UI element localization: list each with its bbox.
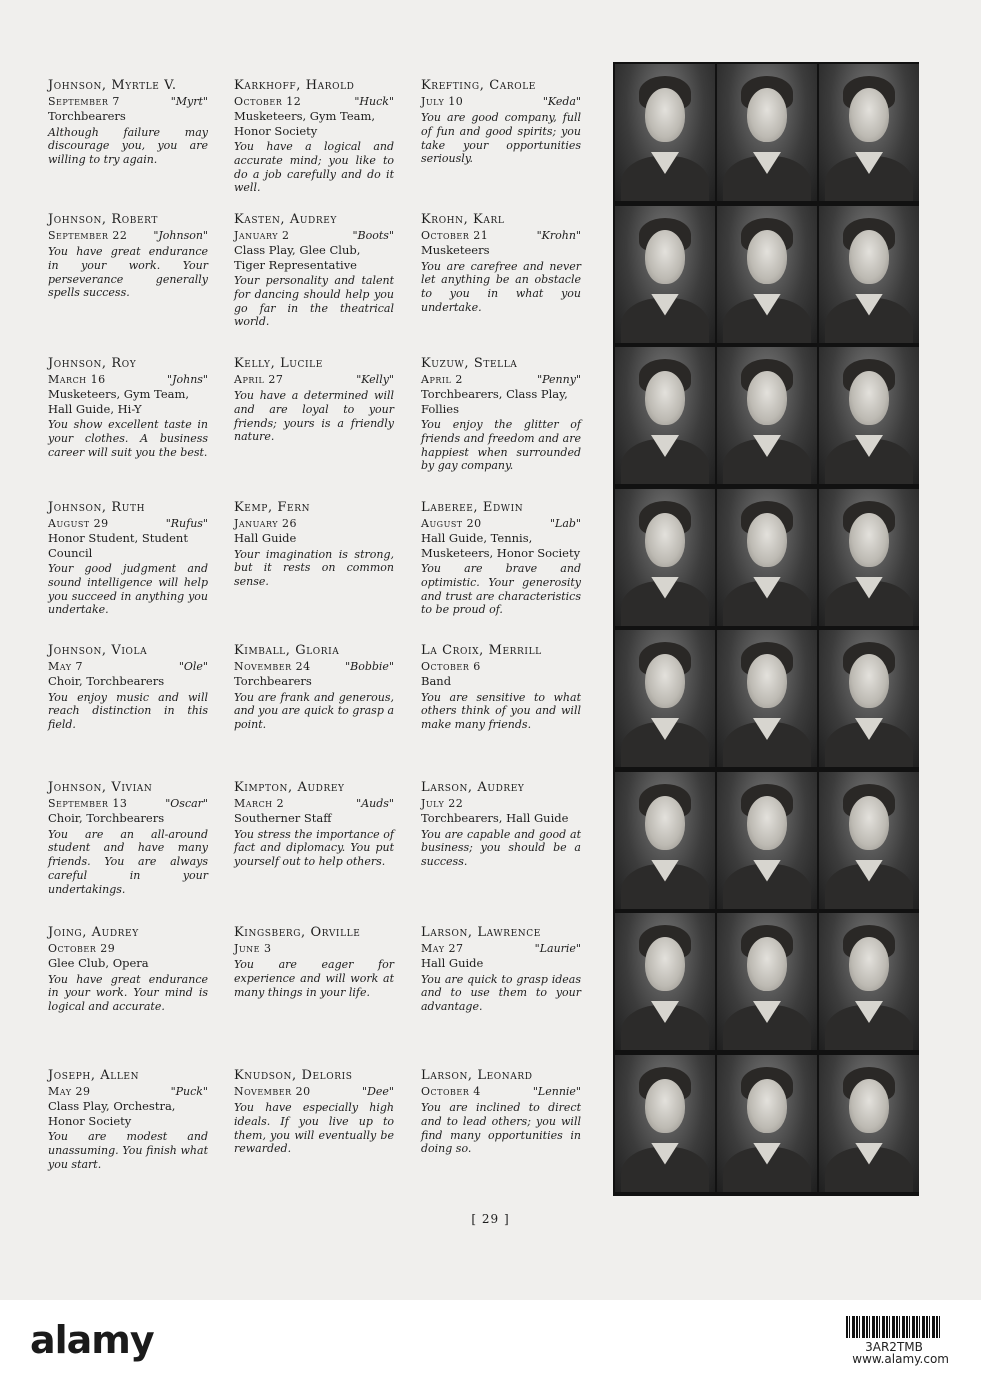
date-nickname-row	[421, 373, 581, 387]
student-entry	[234, 780, 394, 869]
student-entry	[421, 1068, 581, 1156]
description: You are carefree and never let anything be an obstacle to you in what you undertake.	[421, 259, 581, 314]
nickname: "Puck"	[170, 1085, 208, 1098]
nickname: "Johns"	[167, 373, 208, 386]
birth-date: October 29	[48, 942, 116, 955]
description: Although failure may discourage you, you are willing to try again.	[48, 125, 208, 167]
description: You have great endurance in your work. Your perseverance generally spells success.	[48, 245, 208, 300]
barcode-icon	[846, 1316, 942, 1338]
image-id: 3AR2TMB	[865, 1340, 923, 1354]
nickname: "Krohn"	[536, 229, 581, 242]
nickname: "Kelly"	[356, 373, 394, 386]
activities: Musketeers, Gym Team, Hall Guide, Hi-Y	[48, 387, 190, 416]
birth-date: January 26	[234, 517, 298, 530]
birth-date: October 4	[421, 1085, 481, 1098]
student-portrait	[819, 489, 919, 626]
student-portrait	[819, 1055, 919, 1192]
activities: Choir, Torchbearers	[48, 674, 165, 688]
nickname: "Auds"	[356, 797, 394, 810]
student-portrait	[819, 772, 919, 909]
birth-date: July 22	[421, 797, 464, 810]
activities: Honor Student, Student Council	[48, 531, 188, 560]
student-name: Johnson, Vivian	[48, 780, 153, 795]
student-entry	[421, 500, 581, 617]
description: You have a logical and accurate mind; you like to do a job carefully and do it well.	[234, 140, 394, 195]
nickname: "Lab"	[549, 517, 581, 530]
birth-date: May 29	[48, 1085, 91, 1098]
student-portrait	[615, 630, 715, 767]
description: You have a determined will and are loyal to your friends; yours is a friendly nature.	[234, 389, 394, 444]
student-portrait	[819, 206, 919, 343]
description: You are sensitive to what others think of you and will make many friends.	[421, 690, 581, 732]
student-entry	[421, 780, 581, 869]
description: You show excellent taste in your clothes. A business career will suit you the best.	[48, 418, 208, 459]
student-portrait	[819, 64, 919, 201]
student-name: Johnson, Robert	[48, 212, 158, 227]
date-nickname-row	[234, 660, 394, 674]
nickname: "Penny"	[537, 373, 581, 386]
birth-date: July 10	[421, 95, 464, 108]
nickname: "Oscar"	[165, 797, 208, 810]
date-nickname-row	[48, 797, 208, 811]
student-entry	[421, 78, 581, 166]
student-name: Krefting, Carole	[421, 78, 536, 93]
birth-date: March 16	[48, 373, 106, 386]
birth-date: November 24	[234, 660, 311, 673]
student-name: Kingsberg, Orville	[234, 925, 361, 940]
student-name: Kemp, Fern	[234, 500, 311, 515]
student-entry	[421, 925, 581, 1014]
student-portrait	[717, 489, 817, 626]
student-entry	[234, 500, 394, 589]
date-nickname-row	[234, 517, 394, 531]
student-portrait	[819, 630, 919, 767]
alamy-logo: alamy	[30, 1318, 154, 1362]
student-portrait	[819, 913, 919, 1050]
description: You enjoy the glitter of friends and freedom and are happiest when surrounded by gay company.	[421, 418, 581, 473]
birth-date: May 7	[48, 660, 83, 673]
student-entry	[48, 500, 208, 617]
student-entry	[421, 356, 581, 473]
student-entry	[421, 212, 581, 315]
description: Your personality and talent for dancing should help you go far in the theatrical world.	[234, 274, 394, 329]
description: You are capable and good at business; you should be a success.	[421, 827, 581, 869]
watermark-url: www.alamy.com	[852, 1352, 949, 1366]
activities: Southerner Staff	[234, 811, 332, 825]
student-name: Johnson, Ruth	[48, 500, 146, 515]
nickname: "Keda"	[542, 95, 581, 108]
birth-date: August 29	[48, 517, 109, 530]
activities: Hall Guide	[421, 956, 484, 970]
activities: Choir, Torchbearers	[48, 811, 165, 825]
student-name: Johnson, Myrtle V.	[48, 78, 177, 93]
student-portrait	[717, 347, 817, 484]
birth-date: June 3	[234, 942, 272, 955]
student-entry	[234, 356, 394, 444]
student-name: Karkhoff, Harold	[234, 78, 355, 93]
student-portrait	[615, 206, 715, 343]
birth-date: May 27	[421, 942, 464, 955]
activities: Torchbearers, Class Play, Follies	[421, 387, 568, 416]
student-entry	[48, 78, 208, 167]
photo-grid	[613, 62, 919, 1196]
nickname: "Rufus"	[165, 517, 208, 530]
student-portrait	[717, 1055, 817, 1192]
student-entry	[48, 1068, 208, 1171]
activities: Band	[421, 674, 452, 688]
description: You are eager for experience and will work at many things in your life.	[234, 958, 394, 999]
student-portrait	[615, 489, 715, 626]
date-nickname-row	[421, 95, 581, 109]
description: You stress the importance of fact and diplomacy. You put yourself out to help others.	[234, 827, 394, 869]
birth-date: September 7	[48, 95, 120, 108]
description: You are inclined to direct and to lead others; you will find many opportunities in doing so.	[421, 1101, 581, 1156]
date-nickname-row	[421, 942, 581, 956]
student-entry	[48, 643, 208, 732]
birth-date: October 21	[421, 229, 489, 242]
student-name: La Croix, Merrill	[421, 643, 542, 658]
student-portrait	[615, 347, 715, 484]
description: You have especially high ideals. If you live up to them, you will eventually be rewarded.	[234, 1101, 394, 1156]
student-name: Larson, Audrey	[421, 780, 525, 795]
birth-date: April 2	[421, 373, 463, 386]
student-portrait	[717, 64, 817, 201]
nickname: "Lennie"	[532, 1085, 581, 1098]
date-nickname-row	[234, 229, 394, 243]
activities: Musketeers, Gym Team, Honor Society	[234, 109, 376, 138]
student-entry	[48, 780, 208, 896]
birth-date: March 2	[234, 797, 285, 810]
date-nickname-row	[421, 229, 581, 243]
nickname: "Johnson"	[153, 229, 208, 242]
nickname: "Ole"	[178, 660, 208, 673]
nickname: "Huck"	[354, 95, 394, 108]
activities: Class Play, Orchestra, Honor Society	[48, 1099, 176, 1128]
activities: Torchbearers, Hall Guide	[421, 811, 569, 825]
student-name: Johnson, Roy	[48, 356, 137, 371]
date-nickname-row	[48, 373, 208, 387]
date-nickname-row	[421, 660, 581, 674]
student-entry	[234, 78, 394, 195]
date-nickname-row	[48, 229, 208, 243]
description: You have great endurance in your work. Your mind is logical and accurate.	[48, 972, 208, 1014]
birth-date: October 6	[421, 660, 481, 673]
birth-date: October 12	[234, 95, 302, 108]
student-name: Kasten, Audrey	[234, 212, 337, 227]
nickname: "Dee"	[362, 1085, 394, 1098]
student-portrait	[717, 206, 817, 343]
description: You are good company, full of fun and good spirits; you take your opportunities seriously.	[421, 111, 581, 166]
activities: Class Play, Glee Club, Tiger Representative	[234, 243, 361, 272]
activities: Torchbearers	[234, 674, 312, 688]
activities: Hall Guide, Tennis, Musketeers, Honor Society	[421, 531, 581, 560]
date-nickname-row	[421, 517, 581, 531]
student-portrait	[717, 630, 817, 767]
description: You are an all-around student and have many friends. You are always careful in your undertakings.	[48, 827, 208, 896]
date-nickname-row	[48, 517, 208, 531]
student-entry	[234, 925, 394, 999]
description: You are modest and unassuming. You finish what you start.	[48, 1130, 208, 1171]
student-entry	[234, 1068, 394, 1156]
date-nickname-row	[234, 95, 394, 109]
student-name: Johnson, Viola	[48, 643, 148, 658]
birth-date: September 13	[48, 797, 128, 810]
student-name: Kimpton, Audrey	[234, 780, 345, 795]
student-entry	[48, 212, 208, 300]
birth-date: January 2	[234, 229, 290, 242]
student-name: Joing, Audrey	[48, 925, 139, 940]
student-entry	[421, 643, 581, 732]
date-nickname-row	[234, 797, 394, 811]
student-portrait	[615, 913, 715, 1050]
nickname: "Boots"	[352, 229, 394, 242]
date-nickname-row	[48, 660, 208, 674]
description: Your imagination is strong, but it rests on common sense.	[234, 547, 394, 589]
image-id-block	[839, 1316, 949, 1354]
date-nickname-row	[234, 1085, 394, 1099]
description: You are frank and generous, and you are quick to grasp a point.	[234, 690, 394, 732]
birth-date: November 20	[234, 1085, 311, 1098]
student-portrait	[615, 64, 715, 201]
student-name: Larson, Leonard	[421, 1068, 533, 1083]
birth-date: September 22	[48, 229, 128, 242]
student-name: Knudson, Deloris	[234, 1068, 353, 1083]
student-entry	[234, 212, 394, 329]
date-nickname-row	[48, 1085, 208, 1099]
student-portrait	[717, 913, 817, 1050]
activities: Hall Guide	[234, 531, 297, 545]
student-entry	[234, 643, 394, 732]
activities: Glee Club, Opera	[48, 956, 149, 970]
nickname: "Laurie"	[534, 942, 581, 955]
student-name: Kimball, Gloria	[234, 643, 340, 658]
birth-date: April 27	[234, 373, 284, 386]
nickname: "Bobbie"	[345, 660, 394, 673]
student-name: Larson, Lawrence	[421, 925, 541, 940]
student-entry	[48, 356, 208, 459]
birth-date: August 20	[421, 517, 482, 530]
date-nickname-row	[234, 373, 394, 387]
nickname: "Myrt"	[170, 95, 208, 108]
date-nickname-row	[421, 797, 581, 811]
activities: Musketeers	[421, 243, 490, 257]
student-portrait	[615, 1055, 715, 1192]
date-nickname-row	[234, 942, 394, 956]
student-name: Laberee, Edwin	[421, 500, 524, 515]
description: You are brave and optimistic. Your generosity and trust are characteristics to be proud of.	[421, 562, 581, 617]
page-number: [ 29 ]	[471, 1212, 510, 1226]
student-portrait	[717, 772, 817, 909]
student-name: Krohn, Karl	[421, 212, 505, 227]
date-nickname-row	[421, 1085, 581, 1099]
student-entry	[48, 925, 208, 1014]
student-name: Kelly, Lucile	[234, 356, 323, 371]
description: You enjoy music and will reach distinction in this field.	[48, 690, 208, 732]
student-portrait	[615, 772, 715, 909]
description: Your good judgment and sound intelligence will help you succeed in anything you undertake.	[48, 562, 208, 617]
activities: Torchbearers	[48, 109, 126, 123]
date-nickname-row	[48, 95, 208, 109]
date-nickname-row	[48, 942, 208, 956]
student-name: Kuzuw, Stella	[421, 356, 518, 371]
student-name: Joseph, Allen	[48, 1068, 140, 1083]
student-portrait	[819, 347, 919, 484]
description: You are quick to grasp ideas and to use them to your advantage.	[421, 972, 581, 1014]
